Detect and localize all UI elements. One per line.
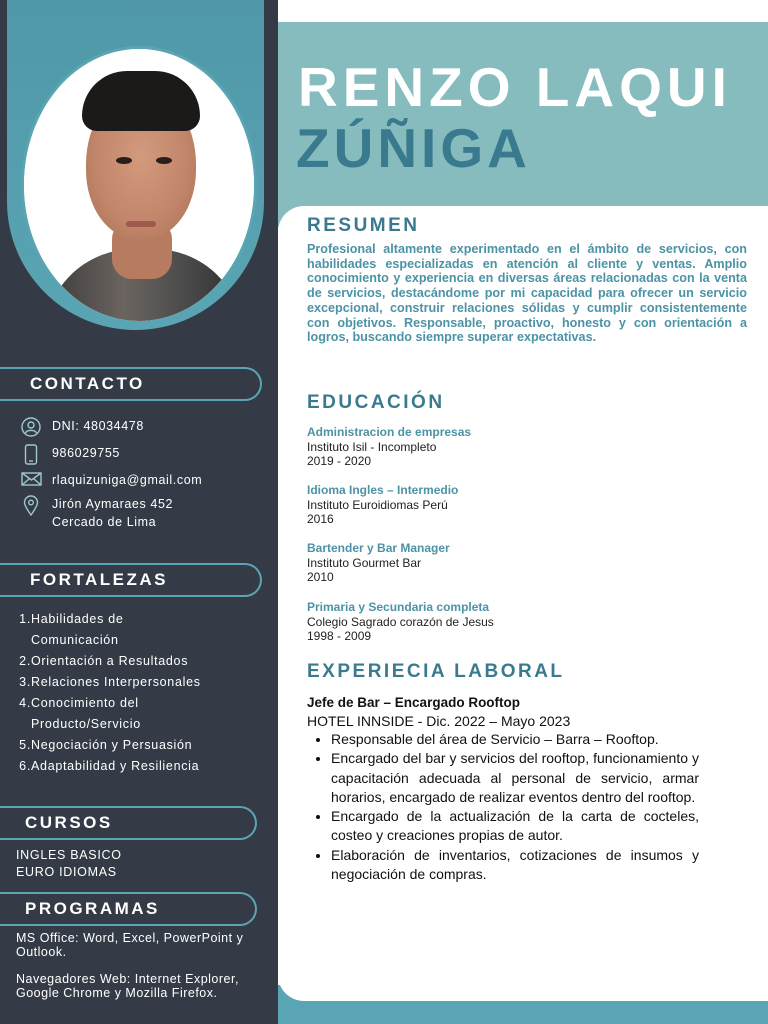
sidebar — [0, 0, 278, 1024]
education-institution: Instituto Gourmet Bar — [307, 555, 422, 570]
location-pin-icon — [20, 495, 42, 515]
job-entry — [307, 695, 699, 884]
profile-photo — [21, 46, 257, 324]
education-degree: Primaria y Secundaria completa — [307, 600, 490, 614]
strengths-heading: FORTALEZAS — [0, 563, 262, 597]
education-degree: Bartender y Bar Manager — [307, 541, 450, 555]
education-institution: Instituto Euroidiomas Perú — [307, 497, 448, 512]
experience-heading: EXPERIECIA LABORAL — [307, 661, 565, 682]
job-title: Jefe de Bar – Encargado Rooftop — [307, 695, 521, 710]
education-years: 1998 - 2009 — [307, 629, 372, 644]
programs-list — [16, 931, 266, 1013]
contact-address — [20, 495, 173, 531]
name-first-line: RENZO LAQUI — [298, 56, 732, 118]
phone-icon — [20, 444, 42, 464]
education-institution: Colegio Sagrado corazón de Jesus — [307, 614, 494, 629]
job-place: HOTEL INNSIDE - Dic. 2022 – Mayo 2023 — [307, 713, 571, 729]
list-item: 3. Relaciones Interpersonales — [19, 675, 201, 689]
email-text[interactable]: rlaquizuniga@gmail.com — [52, 473, 203, 487]
list-item: 6. Adaptabilidad y Resiliencia — [19, 759, 200, 773]
list-item: 1. Habilidades de Comunicación — [19, 612, 124, 647]
user-icon — [20, 417, 42, 437]
list-item: 2. Orientación a Resultados — [19, 654, 189, 668]
name-second-line: ZÚÑIGA — [296, 117, 531, 179]
phone-text[interactable]: 986029755 — [52, 446, 120, 460]
address-line-2: Cercado de Lima — [52, 515, 157, 529]
education-item — [307, 425, 471, 469]
header-top-strip — [278, 0, 768, 22]
list-item: 5. Negociación y Persuasión — [19, 738, 193, 752]
education-degree: Administracion de empresas — [307, 425, 472, 439]
education-degree: Idioma Ingles – Intermedio — [307, 483, 459, 497]
list-item: INGLES BASICO — [16, 848, 122, 862]
contact-phone — [20, 444, 120, 464]
contact-dni — [20, 417, 144, 437]
education-item — [307, 600, 494, 644]
education-heading: EDUCACIÓN — [307, 392, 445, 413]
list-item: • Elaboración de inventarios, cotizaciones de insumos y negociación de compras. — [331, 846, 699, 885]
list-item: 4. Conocimiento del Producto/Servicio — [19, 696, 141, 731]
contact-heading: CONTACTO — [0, 367, 262, 401]
dni-text: DNI: 48034478 — [52, 419, 144, 433]
summary-text: Profesional altamente experimentado en el ámbito de servicios, con habilidades especializadas en atención al cliente y ventas. Amplio conocimiento y experiencia en diversas áreas relacionadas con la venta de servicios, destacándome por mi capacidad para ofrecer un servicio excepcional, construir relaciones sólidas y cumplir consistentemente con objetivos. Responsable, proactivo, honesto y con orientación a logros, buscando siempre superar expectativas. — [307, 242, 747, 345]
courses-heading: CURSOS — [0, 806, 257, 840]
education-years: 2010 — [307, 570, 334, 585]
education-item — [307, 541, 450, 585]
job-bullets — [307, 730, 699, 884]
list-item: EURO IDIOMAS — [16, 865, 117, 879]
strengths-list — [16, 609, 266, 777]
list-item: • Encargado de la actualización de la carta de cocteles, costeo y creaciones propias de autor. — [331, 807, 699, 846]
contact-email — [20, 471, 202, 491]
education-institution: Instituto Isil - Incompleto — [307, 439, 437, 454]
summary-heading: RESUMEN — [307, 215, 420, 236]
programs-heading: PROGRAMAS — [0, 892, 257, 926]
education-years: 2016 — [307, 512, 334, 527]
list-item: • Encargado del bar y servicios del rooftop, funcionamiento y capacitación adecuada al personal de servicio, armar horarios, encargado de realizar eventos dentro del rooftop. — [331, 749, 699, 807]
address-line-1: Jirón Aymaraes 452 — [52, 497, 174, 511]
list-item: • Responsable del área de Servicio – Barra – Rooftop. — [331, 730, 699, 749]
education-years: 2019 - 2020 — [307, 454, 372, 469]
list-item: MS Office: Word, Excel, PowerPoint y Outlook. — [16, 931, 244, 959]
list-item: Navegadores Web: Internet Explorer, Google Chrome y Mozilla Firefox. — [16, 972, 239, 1000]
education-item — [307, 483, 458, 527]
courses-list — [16, 847, 122, 881]
mail-icon — [20, 471, 42, 491]
